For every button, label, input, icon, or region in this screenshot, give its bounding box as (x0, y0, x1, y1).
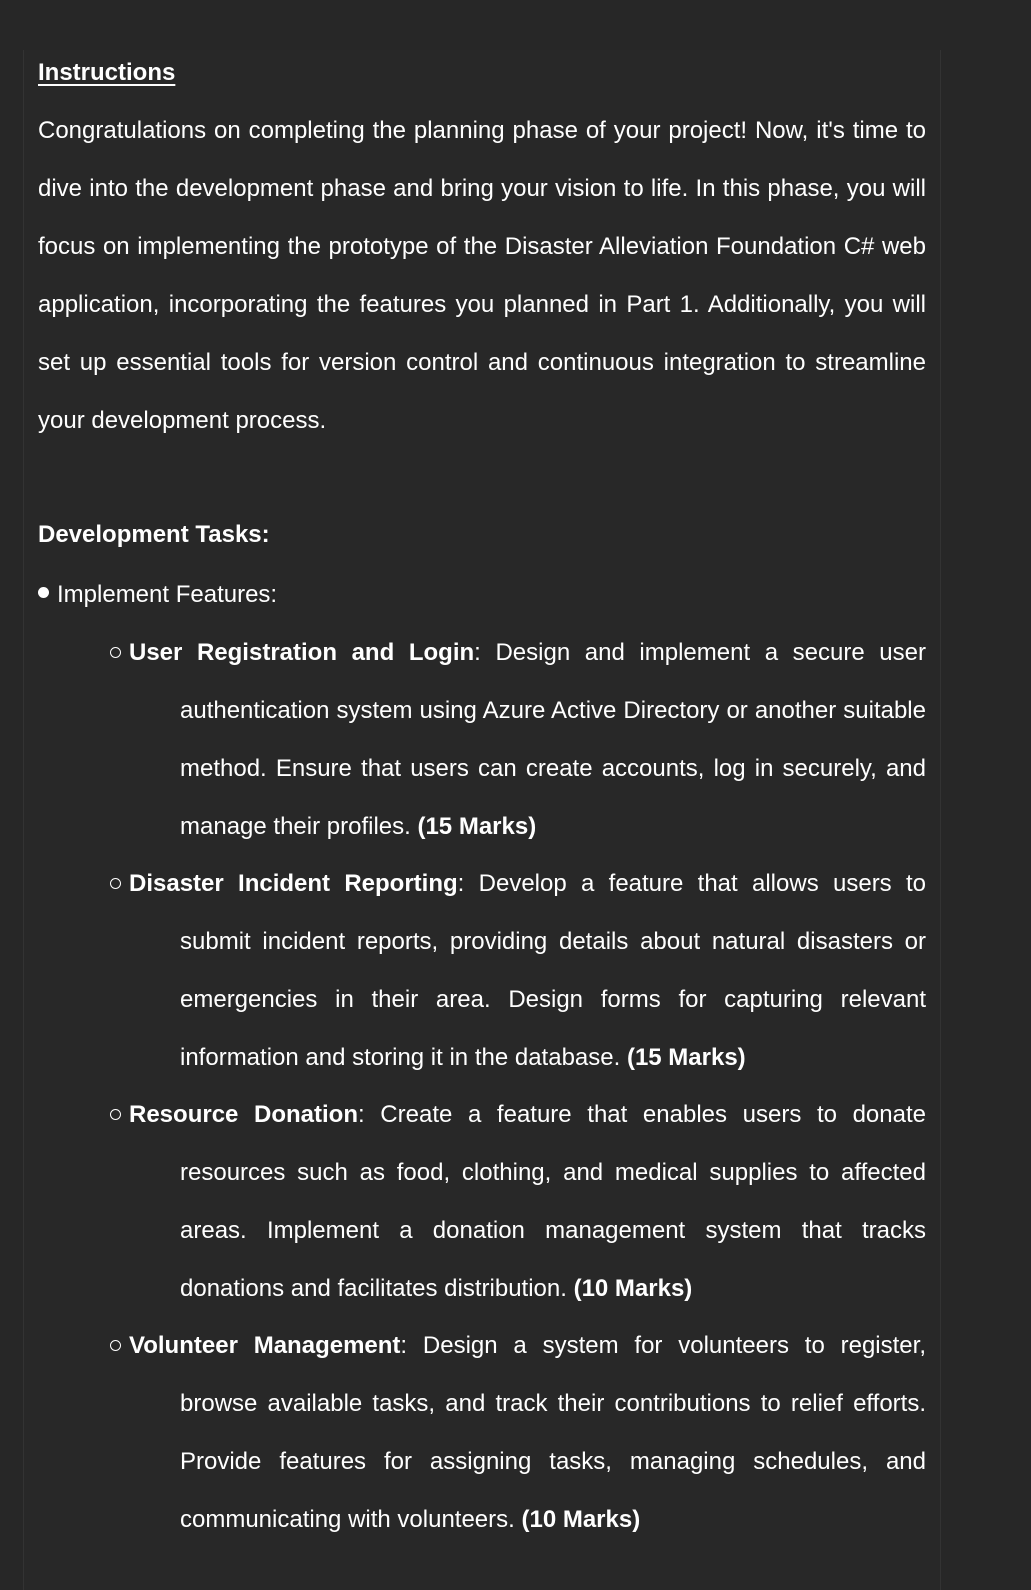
feature-description: Develop a feature that allows users to submit incident reports, providing details about natural disasters or emergencies in their area. Design forms for capturing relevant information and storing it in the database. (180, 870, 926, 1071)
bullet-label: Implement Features: (57, 581, 278, 608)
feature-separator: : (474, 639, 496, 666)
feature-separator: : (358, 1101, 381, 1128)
feature-item-user-registration (110, 624, 926, 856)
feature-title: Volunteer Management (129, 1332, 401, 1359)
feature-title: User Registration and Login (129, 639, 475, 666)
feature-item-volunteer-management (110, 1317, 926, 1549)
feature-title: Resource Donation (129, 1101, 358, 1128)
feature-item-resource-donation (110, 1086, 926, 1318)
development-tasks-heading: Development Tasks: (38, 521, 270, 548)
hollow-bullet-icon (110, 1109, 121, 1120)
feature-item-incident-reporting (110, 855, 926, 1087)
hollow-bullet-icon (110, 1340, 121, 1351)
filled-bullet-icon (38, 587, 49, 598)
hollow-bullet-icon (110, 878, 121, 889)
feature-description: Design a system for volunteers to register, browse available tasks, and track their contributions to relief efforts. Provide features for assigning tasks, managing schedules, and communicating with volunteers. (180, 1332, 926, 1533)
instructions-heading: Instructions (38, 59, 176, 86)
feature-marks: (10 Marks) (521, 1506, 641, 1533)
feature-description: Design and implement a secure user authentication system using Azure Active Directory or another suitable method. Ensure that users can create accounts, log in securely, and manage their profiles. (180, 639, 926, 840)
feature-separator: : (400, 1332, 423, 1359)
hollow-bullet-icon (110, 647, 121, 658)
feature-marks: (15 Marks) (626, 1044, 746, 1071)
feature-separator: : (457, 870, 479, 897)
document-page (23, 50, 941, 1590)
intro-paragraph: Congratulations on completing the planning phase of your project! Now, it's time to dive into the development phase and bring your vision to life. In this phase, you will focus on implementing the prototype of the Disaster Alleviation Foundation C# web application, incorporating the features you planned in Part 1. Additionally, you will set up essential tools for version control and continuous integration to streamline your development process. (38, 117, 926, 434)
feature-title: Disaster Incident Reporting (129, 870, 458, 897)
feature-marks: (15 Marks) (417, 813, 537, 840)
implement-features-bullet (38, 580, 277, 610)
feature-description: Create a feature that enables users to donate resources such as food, clothing, and medical supplies to affected areas. Implement a donation management system that tracks donations and facilitates distribution. (180, 1101, 926, 1302)
feature-marks: (10 Marks) (573, 1275, 693, 1302)
